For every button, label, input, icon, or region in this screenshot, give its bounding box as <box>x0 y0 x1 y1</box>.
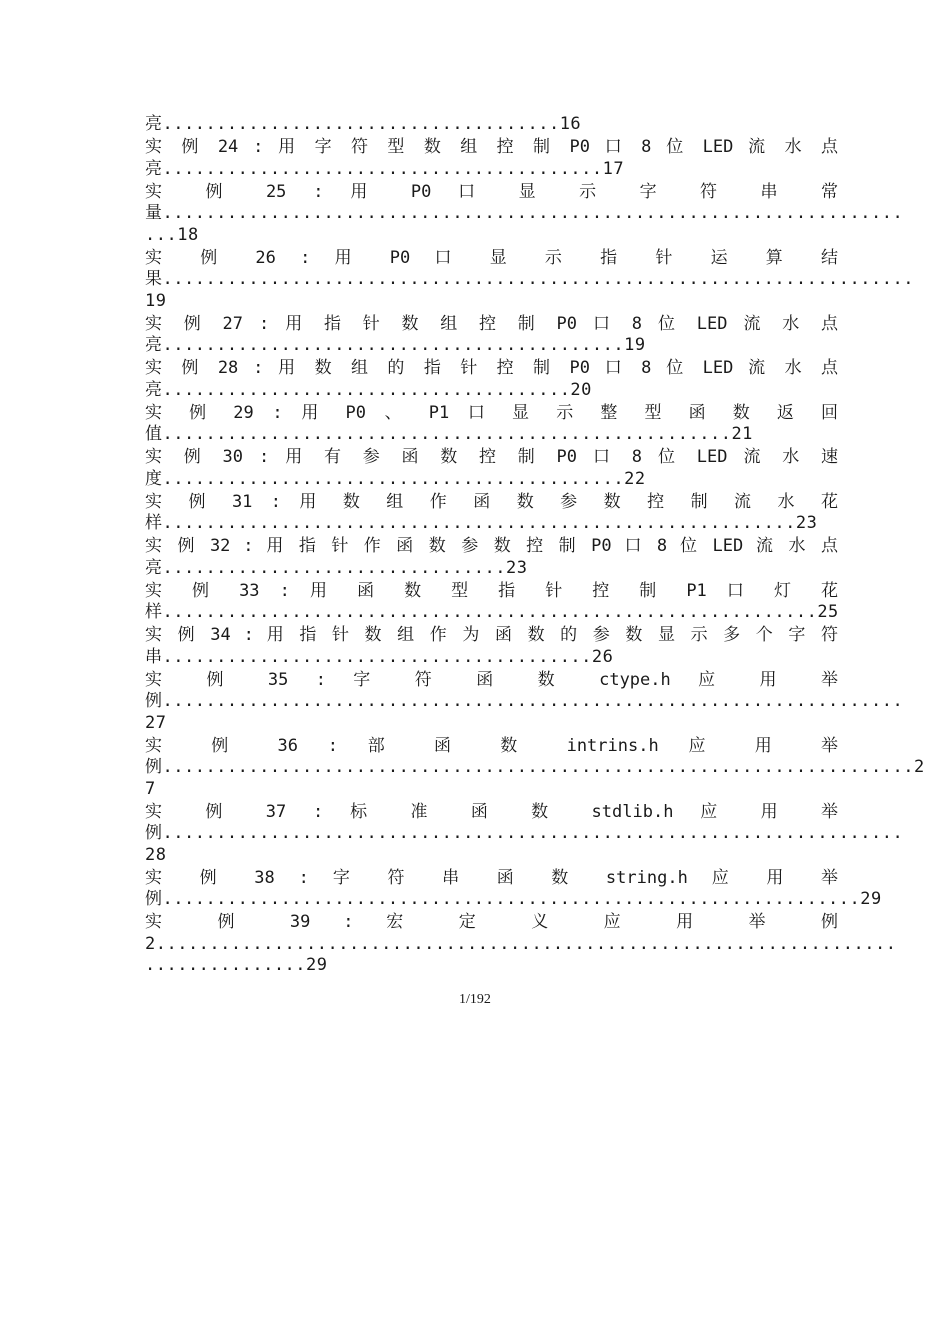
toc-entry-leader: 度...........................................22 <box>145 468 646 489</box>
toc-entry[interactable] <box>145 669 904 735</box>
toc-entry-title: 实 例 33 : 用 函 数 型 指 针 控 制 P1 口 灯 花 <box>145 580 838 601</box>
toc-entry-leader: 串........................................26 <box>145 646 614 667</box>
toc-entry-title: 亮.....................................16 <box>145 114 582 134</box>
toc-entry-leader: 28 <box>145 844 167 865</box>
toc-entry[interactable] <box>145 801 904 867</box>
toc-entry[interactable] <box>145 403 838 446</box>
toc-entry-title: 实 例 29 : 用 P0 、 P1 口 显 示 整 型 函 数 返 回 <box>145 402 838 423</box>
toc-entry-title: 实 例 25 : 用 P0 口 显 示 字 符 串 常 <box>145 181 838 202</box>
toc-entry[interactable] <box>145 447 838 490</box>
toc-entry[interactable] <box>145 247 914 313</box>
toc-entry-leader: 值.....................................................21 <box>145 424 753 444</box>
toc-entry-leader: 例......................................................................2 <box>145 757 925 777</box>
toc-entry-leader: ...18 <box>145 224 199 245</box>
toc-entry-title: 实 例 39 : 宏 定 义 应 用 举 例 <box>145 912 838 932</box>
toc-entry[interactable] <box>145 912 897 977</box>
toc-entry-title: 实 例 34 : 用 指 针 数 组 作 为 函 数 的 参 数 显 示 多 个 字 符 <box>145 625 838 645</box>
toc-entry[interactable] <box>145 137 838 180</box>
toc-entry-title: 实 例 36 : 部 函 数 intrins.h 应 用 举 <box>145 735 838 756</box>
toc-entry-title: 实 例 26 : 用 P0 口 显 示 指 针 运 算 结 <box>145 247 838 268</box>
toc-entry[interactable] <box>145 735 925 801</box>
toc-entry[interactable] <box>145 492 838 535</box>
toc-entry-leader: 亮...........................................19 <box>145 335 646 355</box>
toc-entry-leader: 7 <box>145 778 156 799</box>
toc-entry-leader: 亮......................................20 <box>145 379 592 400</box>
toc-entry-title: 实 例 31 : 用 数 组 作 函 数 参 数 控 制 流 水 花 <box>145 491 838 512</box>
toc-entry[interactable] <box>145 867 882 911</box>
toc-entry-leader: 样...........................................................23 <box>145 513 818 533</box>
toc-entry-title: 实 例 24 : 用 字 符 型 数 组 控 制 P0 口 8 位 LED 流 水 点 <box>145 137 838 157</box>
toc-entry-leader: 19 <box>145 290 167 311</box>
toc-entry[interactable] <box>145 358 838 401</box>
page-number: 1/192 <box>459 992 491 1007</box>
toc-entry[interactable] <box>145 581 838 624</box>
toc-entry[interactable] <box>145 114 838 136</box>
toc-entry-title: 实 例 35 : 字 符 函 数 ctype.h 应 用 举 <box>145 669 838 690</box>
toc-entry-title: 实 例 37 : 标 准 函 数 stdlib.h 应 用 举 <box>145 801 838 822</box>
toc-entry-leader: 亮................................23 <box>145 557 528 578</box>
toc-entry[interactable] <box>145 181 904 247</box>
toc-entry-leader: 2..................................................................... <box>145 933 897 954</box>
toc-entry[interactable] <box>145 536 838 579</box>
toc-entry-leader: 亮.........................................17 <box>145 158 625 179</box>
toc-entry-leader: 例..................................................................... <box>145 691 904 711</box>
toc-entry-leader: 果...................................................................... <box>145 269 914 289</box>
toc-entry-title: 实 例 28 : 用 数 组 的 指 针 控 制 P0 口 8 位 LED 流 水 点 <box>145 358 838 378</box>
toc-entry-leader: 量..................................................................... <box>145 203 904 223</box>
toc-entry-leader: 27 <box>145 712 167 733</box>
toc-entry[interactable] <box>145 314 838 357</box>
toc-entry-title: 实 例 30 : 用 有 参 函 数 控 制 P0 口 8 位 LED 流 水 速 <box>145 447 838 467</box>
toc-entry-title: 实 例 32 : 用 指 针 作 函 数 参 数 控 制 P0 口 8 位 LED 流 水 点 <box>145 536 838 556</box>
toc-entry-leader: ...............29 <box>145 955 328 975</box>
toc-entry-title: 实 例 38 : 字 符 串 函 数 string.h 应 用 举 <box>145 867 838 888</box>
table-of-contents <box>145 114 925 978</box>
toc-entry-leader: 样.............................................................25 <box>145 602 839 622</box>
toc-entry-leader: 例..................................................................... <box>145 823 904 843</box>
toc-entry-title: 实 例 27 : 用 指 针 数 组 控 制 P0 口 8 位 LED 流 水 点 <box>145 313 838 334</box>
toc-entry-leader: 例.................................................................29 <box>145 889 882 909</box>
toc-entry[interactable] <box>145 625 838 668</box>
